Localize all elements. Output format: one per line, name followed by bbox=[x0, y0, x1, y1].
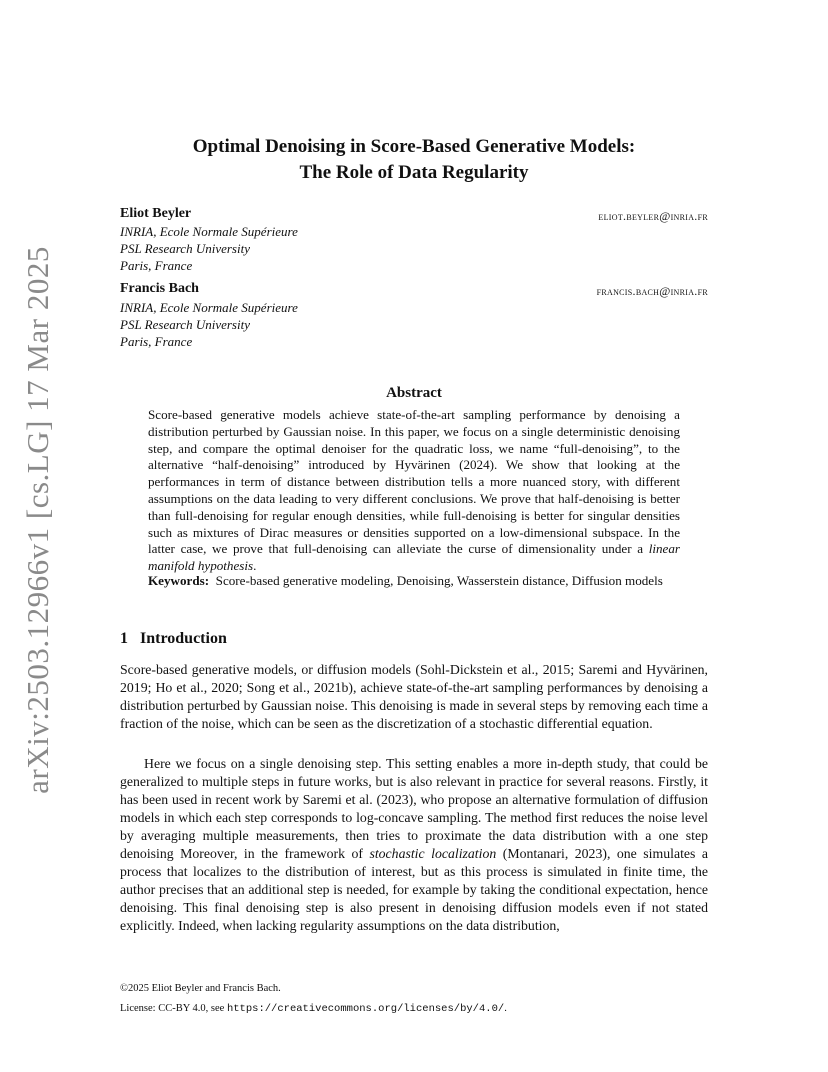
keywords bbox=[148, 573, 680, 590]
section-heading: 1 Introduction bbox=[120, 630, 227, 647]
affiliation-line: INRIA, Ecole Normale Supérieure bbox=[120, 224, 298, 239]
author-email[interactable]: eliot.beyler@inria.fr bbox=[598, 209, 708, 223]
paragraph-emphasis: stochastic localization bbox=[369, 846, 497, 861]
keywords-label: Keywords: bbox=[148, 573, 210, 588]
affiliation-line: INRIA, Ecole Normale Supérieure bbox=[120, 300, 298, 315]
copyright-note: ©2025 Eliot Beyler and Francis Bach. bbox=[120, 983, 281, 994]
abstract-emphasis: linear manifold hypothesis bbox=[148, 541, 680, 574]
title-line-1: Optimal Denoising in Score-Based Generative Models: bbox=[192, 136, 636, 157]
title-line-2: The Role of Data Regularity bbox=[299, 162, 529, 183]
affiliation-line: PSL Research University bbox=[120, 241, 250, 256]
license-note bbox=[120, 1003, 507, 1015]
license-prefix: License: CC-BY 4.0, see bbox=[120, 1003, 227, 1014]
abstract-text-part: Score-based generative models achieve state-of-the-art sampling performance by denoising a distribution perturbed by Gaussian noise. In this paper, we focus on a single deterministic denoising step, and compare the optimal denoiser for the quadratic loss, we name “full-denoising”, to the alternative “half-denoising” introduced by Hyvärinen (2024). We show that looking at the performances in term of distance between distribution tells a more nuanced story, with different assumptions on the data leading to very different conclusions. We prove that half-denoising is better than full-denoising for regular enough densities, while full-denoising is better for singular densities such as mixtures of Dirac measures or densities supported on a low-dimensional subspace. In the latter case, we prove that full-denoising can alleviate the curse of dimensionality under a bbox=[148, 407, 680, 557]
author-email[interactable]: francis.bach@inria.fr bbox=[596, 284, 708, 298]
author-affiliation bbox=[120, 299, 298, 350]
paper-title bbox=[120, 134, 708, 186]
affiliation-line: Paris, France bbox=[120, 258, 193, 273]
license-link[interactable]: https://creativecommons.org/licenses/by/4.0/ bbox=[226, 1003, 505, 1015]
paragraph-part: (Montanari, 2023), one simulates a process that localizes to the distribution of interest, but as this process is simulated in finite time, the author precises that an additional step is needed, for example by taking the conditional expectation, hence denoising. This final denoising step is also present in denoising diffusion models even if not stated explicitly. Indeed, when lacking regularity assumptions on the data distribution, bbox=[120, 846, 709, 933]
abstract-heading: Abstract bbox=[386, 385, 442, 401]
affiliation-line: PSL Research University bbox=[120, 317, 250, 332]
paragraph bbox=[120, 755, 708, 935]
abstract-text-part: . bbox=[253, 558, 257, 574]
affiliation-line: Paris, France bbox=[120, 334, 193, 349]
keywords-list: Score-based generative modeling, Denoising, Wasserstein distance, Diffusion models bbox=[215, 573, 663, 588]
author-name: Eliot Beyler bbox=[120, 206, 192, 221]
abstract-text bbox=[148, 407, 680, 575]
license-suffix: . bbox=[504, 1003, 507, 1014]
paragraph: Score-based generative models, or diffusion models (Sohl-Dickstein et al., 2015; Saremi and Hyvärinen, 2019; Ho et al., 2020; Song et al., 2021b), achieve state-of-the-art sampling performances by denoising a distribution perturbed by Gaussian noise. This denoising is made in several steps by removing each time a fraction of the noise, which can be seen as the discretization of a stochastic differential equation. bbox=[120, 662, 708, 731]
arxiv-stamp: arXiv:2503.12966v1 [cs.LG] 17 Mar 2025 bbox=[20, 246, 55, 794]
author-name: Francis Bach bbox=[120, 281, 199, 296]
paragraph-part: Here we focus on a single denoising step. This setting enables a more in-depth study, that could be generalized to multiple steps in future works, but is also relevant in practice for several reasons. Firstly, it has been used in recent work by Saremi et al. (2023), who propose an alternative formulation of diffusion models in which each step corresponds to log-concave sampling. The method first reduces the noise level by averaging multiple measurements, then tries to proximate the data distribution with a one step denoising Moreover, in the framework of bbox=[120, 756, 708, 861]
author-affiliation bbox=[120, 223, 298, 274]
